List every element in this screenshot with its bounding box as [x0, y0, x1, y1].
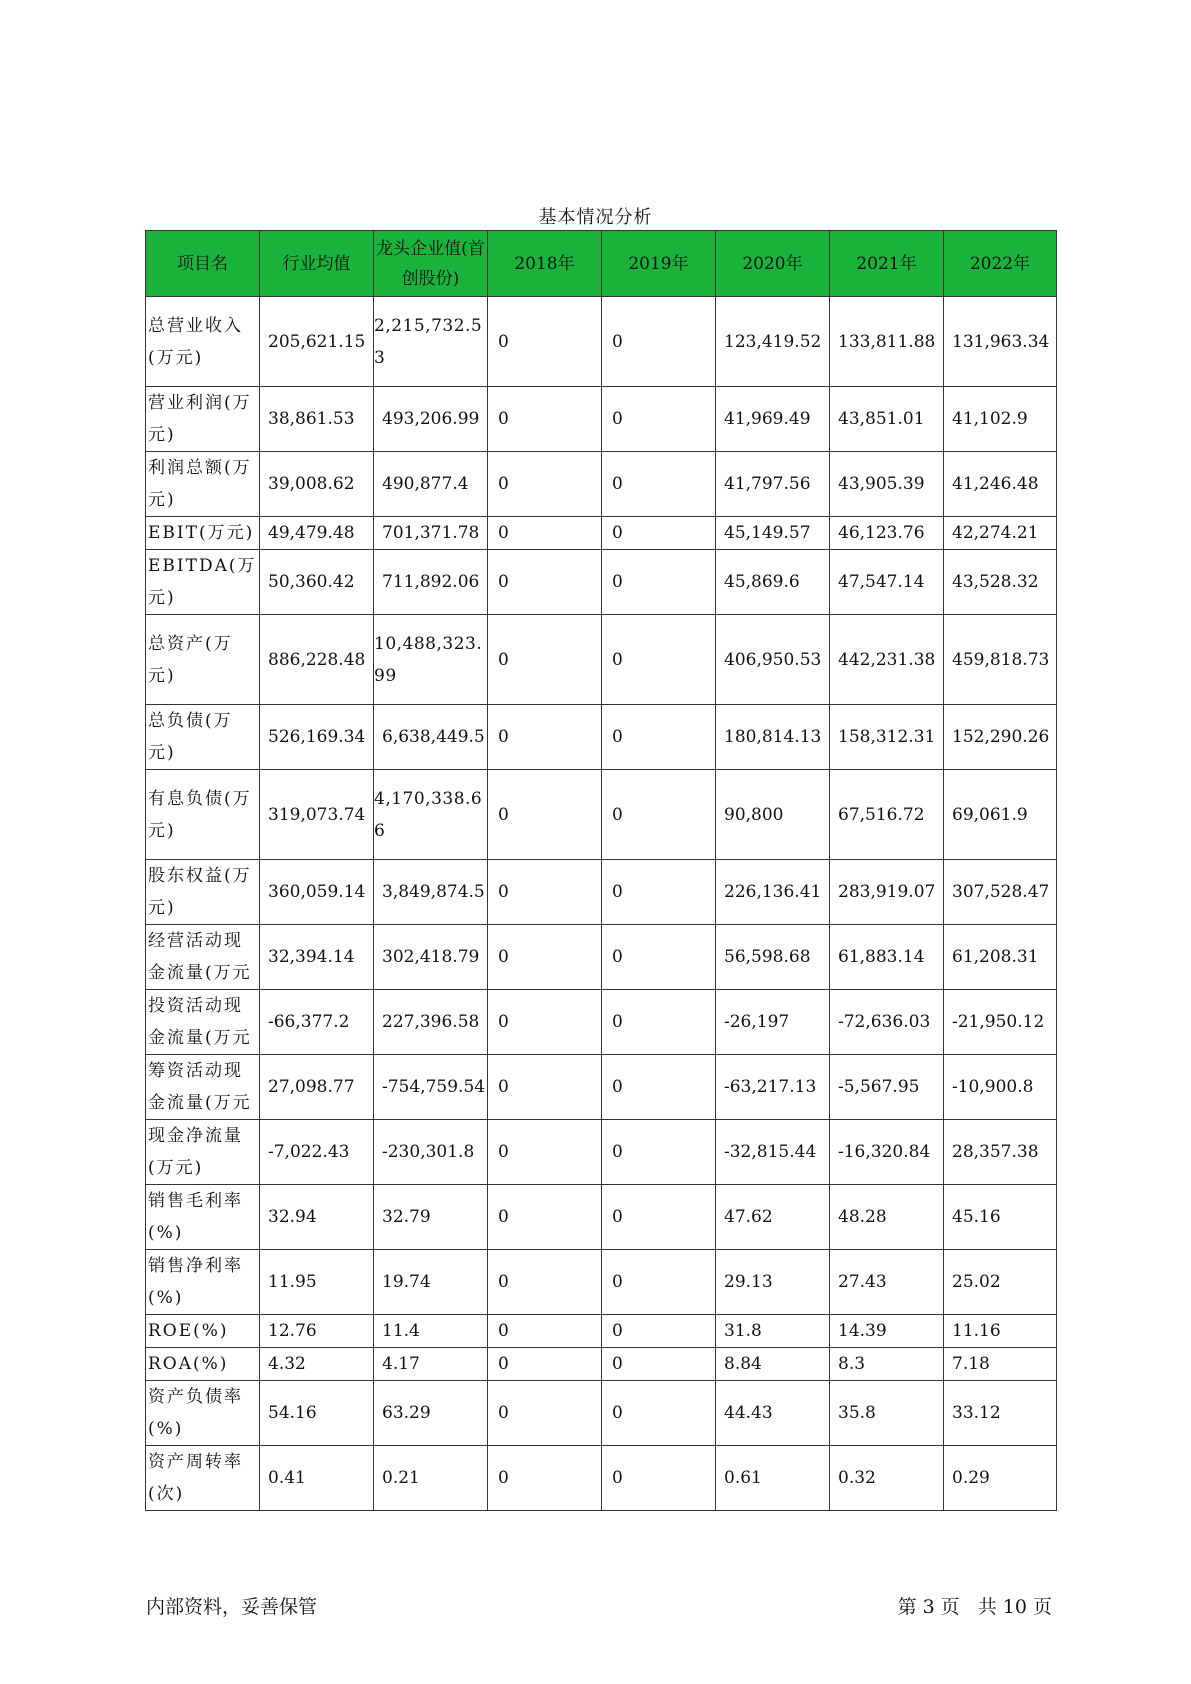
- total-suffix: 页: [1032, 1596, 1052, 1618]
- row-label: 资产周转率(次): [146, 1446, 260, 1511]
- row-label: 总营业收入(万元): [146, 297, 260, 387]
- table-cell: 47.62: [716, 1185, 830, 1250]
- table-cell: 123,419.52: [716, 297, 830, 387]
- table-cell: 45.16: [944, 1185, 1057, 1250]
- table-cell: 0.32: [830, 1446, 944, 1511]
- table-cell: 47,547.14: [830, 550, 944, 615]
- row-label: 筹资活动现金流量(万元: [146, 1055, 260, 1120]
- table-cell: 0: [488, 387, 602, 452]
- table-cell: 2,215,732.53: [374, 297, 488, 387]
- table-cell: 0: [602, 615, 716, 705]
- table-cell: 25.02: [944, 1250, 1057, 1315]
- table-cell: 42,274.21: [944, 517, 1057, 550]
- table-cell: 319,073.74: [260, 770, 374, 860]
- table-cell: 180,814.13: [716, 705, 830, 770]
- table-cell: 56,598.68: [716, 925, 830, 990]
- table-row: [146, 517, 1057, 550]
- table-cell: 38,861.53: [260, 387, 374, 452]
- header-cell-item: 项目名: [146, 231, 260, 297]
- table-cell: 61,208.31: [944, 925, 1057, 990]
- table-cell: 63.29: [374, 1381, 488, 1446]
- table-cell: 0: [602, 705, 716, 770]
- table-cell: 0: [602, 387, 716, 452]
- row-label: 销售毛利率(%): [146, 1185, 260, 1250]
- table-cell: 0: [488, 860, 602, 925]
- table-cell: 0: [488, 770, 602, 860]
- total-prefix: 共: [977, 1596, 997, 1618]
- page-mid: 页: [940, 1596, 960, 1618]
- header-row: [146, 231, 1057, 297]
- row-label: EBIT(万元): [146, 517, 260, 550]
- table-cell: 6,638,449.5: [374, 705, 488, 770]
- table-cell: 8.84: [716, 1348, 830, 1381]
- table-cell: 0.21: [374, 1446, 488, 1511]
- table-cell: 32.79: [374, 1185, 488, 1250]
- table-cell: 0: [602, 297, 716, 387]
- row-label: 资产负债率(%): [146, 1381, 260, 1446]
- table-title: 基本情况分析: [538, 207, 653, 228]
- table-cell: -21,950.12: [944, 990, 1057, 1055]
- header-cell-2022: 2022年: [944, 231, 1057, 297]
- table-row: [146, 1120, 1057, 1185]
- table-cell: 0: [602, 1381, 716, 1446]
- table-cell: 0: [602, 517, 716, 550]
- table-cell: 493,206.99: [374, 387, 488, 452]
- table-cell: 442,231.38: [830, 615, 944, 705]
- table-cell: 701,371.78: [374, 517, 488, 550]
- table-cell: 46,123.76: [830, 517, 944, 550]
- table-cell: 302,418.79: [374, 925, 488, 990]
- table-cell: 131,963.34: [944, 297, 1057, 387]
- table-row: [146, 297, 1057, 387]
- table-cell: 227,396.58: [374, 990, 488, 1055]
- table-cell: 69,061.9: [944, 770, 1057, 860]
- table-row: [146, 1446, 1057, 1511]
- table-cell: 0.29: [944, 1446, 1057, 1511]
- table-cell: 4.17: [374, 1348, 488, 1381]
- total-num: 10: [1002, 1596, 1027, 1618]
- table-cell: 14.39: [830, 1315, 944, 1348]
- table-cell: 4,170,338.66: [374, 770, 488, 860]
- table-cell: 54.16: [260, 1381, 374, 1446]
- table-row: [146, 925, 1057, 990]
- table-cell: 50,360.42: [260, 550, 374, 615]
- table-row: [146, 1348, 1057, 1381]
- table-cell: 43,851.01: [830, 387, 944, 452]
- table-row: [146, 1185, 1057, 1250]
- table-cell: 32,394.14: [260, 925, 374, 990]
- table-cell: 0: [488, 925, 602, 990]
- table-cell: 67,516.72: [830, 770, 944, 860]
- table-cell: -754,759.54: [374, 1055, 488, 1120]
- table-cell: 360,059.14: [260, 860, 374, 925]
- table-cell: 3,849,874.5: [374, 860, 488, 925]
- table-row: [146, 615, 1057, 705]
- table-cell: 61,883.14: [830, 925, 944, 990]
- table-cell: 0: [488, 1055, 602, 1120]
- table-cell: 0.41: [260, 1446, 374, 1511]
- table-cell: -72,636.03: [830, 990, 944, 1055]
- table-cell: 0: [602, 452, 716, 517]
- table-cell: 39,008.62: [260, 452, 374, 517]
- row-label: 现金净流量(万元): [146, 1120, 260, 1185]
- table-cell: 0: [488, 990, 602, 1055]
- table-cell: -26,197: [716, 990, 830, 1055]
- table-cell: 90,800: [716, 770, 830, 860]
- table-cell: 29.13: [716, 1250, 830, 1315]
- table-cell: 0: [602, 1446, 716, 1511]
- financial-table: [145, 230, 1057, 1511]
- table-cell: 711,892.06: [374, 550, 488, 615]
- table-cell: -16,320.84: [830, 1120, 944, 1185]
- table-cell: 45,869.6: [716, 550, 830, 615]
- row-label: 投资活动现金流量(万元: [146, 990, 260, 1055]
- table-cell: 283,919.07: [830, 860, 944, 925]
- footer-confidential: 内部资料，妥善保管: [146, 1596, 318, 1618]
- table-cell: 0: [602, 1250, 716, 1315]
- table-cell: 0.61: [716, 1446, 830, 1511]
- table-cell: 0: [602, 1315, 716, 1348]
- table-cell: 48.28: [830, 1185, 944, 1250]
- row-label: EBITDA(万元): [146, 550, 260, 615]
- table-cell: 0: [488, 517, 602, 550]
- header-cell-2021: 2021年: [830, 231, 944, 297]
- table-cell: 35.8: [830, 1381, 944, 1446]
- table-cell: 0: [602, 860, 716, 925]
- row-label: 销售净利率(%): [146, 1250, 260, 1315]
- header-cell-2018: 2018年: [488, 231, 602, 297]
- table-cell: 0: [488, 550, 602, 615]
- table-cell: 158,312.31: [830, 705, 944, 770]
- table-cell: 0: [488, 1250, 602, 1315]
- table-cell: 0: [602, 925, 716, 990]
- row-label: 有息负债(万元): [146, 770, 260, 860]
- table-row: [146, 1055, 1057, 1120]
- table-cell: 0: [488, 452, 602, 517]
- table-cell: 32.94: [260, 1185, 374, 1250]
- row-label: 总资产(万元): [146, 615, 260, 705]
- table-row: [146, 1381, 1057, 1446]
- table-cell: 41,246.48: [944, 452, 1057, 517]
- table-row: [146, 770, 1057, 860]
- table-cell: -7,022.43: [260, 1120, 374, 1185]
- table-cell: 11.16: [944, 1315, 1057, 1348]
- table-cell: 0: [488, 705, 602, 770]
- table-cell: 44.43: [716, 1381, 830, 1446]
- table-cell: 0: [602, 1185, 716, 1250]
- table-cell: 226,136.41: [716, 860, 830, 925]
- table-cell: 27.43: [830, 1250, 944, 1315]
- table-row: [146, 550, 1057, 615]
- table-cell: 45,149.57: [716, 517, 830, 550]
- table-cell: 205,621.15: [260, 297, 374, 387]
- page-prefix: 第: [897, 1596, 917, 1618]
- table-row: [146, 705, 1057, 770]
- table-cell: 0: [488, 1185, 602, 1250]
- table-row: [146, 1315, 1057, 1348]
- table-cell: 28,357.38: [944, 1120, 1057, 1185]
- table-cell: 152,290.26: [944, 705, 1057, 770]
- row-label: ROA(%): [146, 1348, 260, 1381]
- table-cell: 490,877.4: [374, 452, 488, 517]
- table-cell: 43,905.39: [830, 452, 944, 517]
- table-cell: 27,098.77: [260, 1055, 374, 1120]
- table-cell: 0: [488, 1315, 602, 1348]
- header-cell-2020: 2020年: [716, 231, 830, 297]
- row-label: 股东权益(万元): [146, 860, 260, 925]
- header-cell-2019: 2019年: [602, 231, 716, 297]
- row-label: 营业利润(万元): [146, 387, 260, 452]
- table-cell: 0: [602, 1120, 716, 1185]
- table-cell: 406,950.53: [716, 615, 830, 705]
- table-cell: 11.95: [260, 1250, 374, 1315]
- table-cell: 0: [488, 297, 602, 387]
- table-cell: 0: [488, 615, 602, 705]
- table-cell: -66,377.2: [260, 990, 374, 1055]
- table-row: [146, 990, 1057, 1055]
- table-cell: 459,818.73: [944, 615, 1057, 705]
- table-cell: 41,797.56: [716, 452, 830, 517]
- row-label: 经营活动现金流量(万元: [146, 925, 260, 990]
- table-cell: 19.74: [374, 1250, 488, 1315]
- table-row: [146, 387, 1057, 452]
- table-cell: 11.4: [374, 1315, 488, 1348]
- table-cell: 307,528.47: [944, 860, 1057, 925]
- table-cell: 133,811.88: [830, 297, 944, 387]
- row-label: ROE(%): [146, 1315, 260, 1348]
- table-cell: 0: [602, 1055, 716, 1120]
- table-cell: 526,169.34: [260, 705, 374, 770]
- page-num: 3: [922, 1596, 935, 1618]
- table-cell: 0: [488, 1120, 602, 1185]
- table-cell: -32,815.44: [716, 1120, 830, 1185]
- table-cell: 0: [488, 1348, 602, 1381]
- table-cell: 0: [488, 1381, 602, 1446]
- table-cell: 43,528.32: [944, 550, 1057, 615]
- table-cell: 7.18: [944, 1348, 1057, 1381]
- table-cell: 0: [602, 550, 716, 615]
- table-cell: 0: [488, 1446, 602, 1511]
- table-cell: 8.3: [830, 1348, 944, 1381]
- table-cell: 0: [602, 1348, 716, 1381]
- table-cell: -5,567.95: [830, 1055, 944, 1120]
- table-cell: 0: [602, 990, 716, 1055]
- header-cell-leader: 龙头企业值(首创股份): [374, 231, 488, 297]
- table-cell: 49,479.48: [260, 517, 374, 550]
- table-row: [146, 452, 1057, 517]
- table-cell: -63,217.13: [716, 1055, 830, 1120]
- table-row: [146, 860, 1057, 925]
- table-cell: -230,301.8: [374, 1120, 488, 1185]
- table-cell: -10,900.8: [944, 1055, 1057, 1120]
- table-cell: 4.32: [260, 1348, 374, 1381]
- row-label: 总负债(万元): [146, 705, 260, 770]
- table-cell: 41,969.49: [716, 387, 830, 452]
- table-row: [146, 1250, 1057, 1315]
- table-cell: 12.76: [260, 1315, 374, 1348]
- table-cell: 10,488,323.99: [374, 615, 488, 705]
- row-label: 利润总额(万元): [146, 452, 260, 517]
- header-cell-industry-avg: 行业均值: [260, 231, 374, 297]
- table-cell: 886,228.48: [260, 615, 374, 705]
- footer-page-number: [895, 1592, 1055, 1619]
- table-cell: 33.12: [944, 1381, 1057, 1446]
- table-cell: 31.8: [716, 1315, 830, 1348]
- table-cell: 0: [602, 770, 716, 860]
- table-cell: 41,102.9: [944, 387, 1057, 452]
